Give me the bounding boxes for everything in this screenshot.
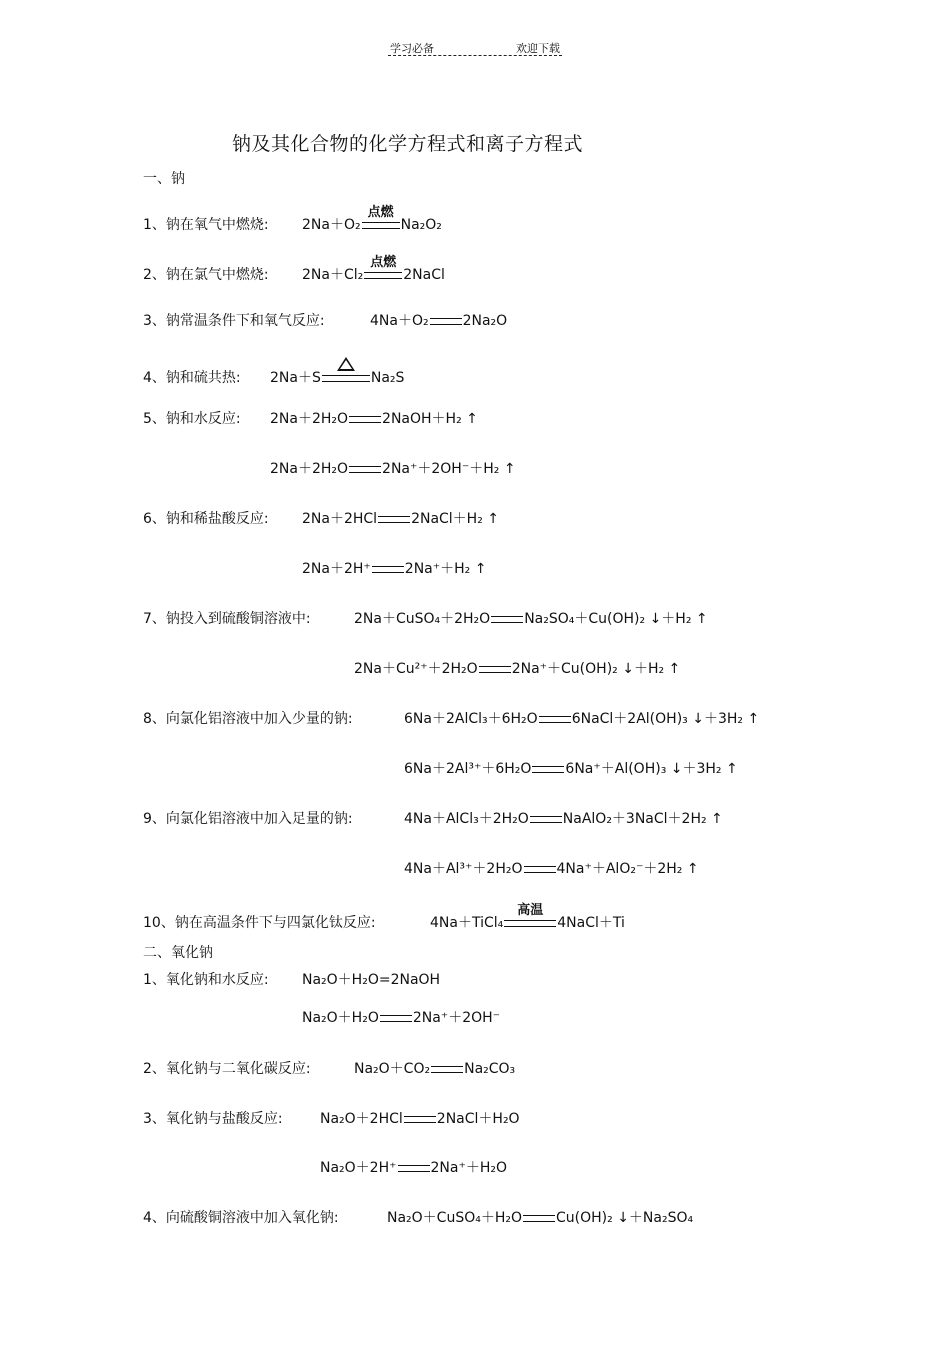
equation-row-4 bbox=[0, 365, 950, 391]
equation-row-2 bbox=[0, 254, 950, 288]
reaction-condition: 点燃 bbox=[370, 254, 397, 270]
equation bbox=[404, 706, 759, 732]
equation-text: Na₂O＋H₂O=2NaOH bbox=[302, 972, 441, 988]
equation-rhs: Cu(OH)₂ ↓＋Na₂SO₄ bbox=[556, 1210, 694, 1226]
equation-rhs: 2Na⁺＋H₂ ↑ bbox=[404, 561, 487, 577]
equation-rhs: 6Na⁺＋Al(OH)₃ ↓＋3H₂ ↑ bbox=[565, 761, 738, 777]
reaction-arrow bbox=[372, 566, 404, 573]
reaction-arrow bbox=[398, 1165, 430, 1172]
equation-rhs: 2NaCl bbox=[403, 267, 445, 283]
equation-lhs: 2Na＋Cu²⁺＋2H₂O bbox=[354, 661, 478, 677]
ionic-equation bbox=[270, 456, 516, 482]
reaction-arrow bbox=[322, 375, 370, 382]
ionic-equation bbox=[320, 1155, 507, 1181]
reaction-arrow bbox=[349, 466, 381, 473]
equation-lhs: 2Na＋2H₂O bbox=[270, 461, 349, 477]
section-label: 一、钠 bbox=[143, 171, 185, 187]
equation-row-6 bbox=[0, 506, 950, 532]
equation-lhs: 2Na＋2H₂O bbox=[270, 411, 349, 427]
equation-lhs: 6Na＋2AlCl₃＋6H₂O bbox=[404, 711, 538, 727]
equation-lhs: 2Na＋CuSO₄＋2H₂O bbox=[354, 611, 491, 627]
ionic-equation-row-8 bbox=[0, 756, 950, 782]
equation-label: 9、向氯化铝溶液中加入足量的钠: bbox=[143, 811, 353, 827]
ionic-equation-row-5 bbox=[0, 456, 950, 482]
equation-row-oxide-1 bbox=[0, 967, 950, 993]
equation-label: 2、氧化钠与二氧化碳反应: bbox=[143, 1061, 311, 1077]
equation bbox=[354, 606, 708, 632]
ionic-equation bbox=[404, 756, 738, 782]
equation-rhs: Na₂CO₃ bbox=[464, 1061, 516, 1077]
equation-row-9 bbox=[0, 806, 950, 832]
section-label: 二、氧化钠 bbox=[143, 945, 213, 961]
page-header bbox=[388, 40, 562, 58]
reaction-arrow bbox=[364, 254, 402, 279]
equation-row-oxide-4 bbox=[0, 1205, 950, 1231]
equation-row-7 bbox=[0, 606, 950, 632]
equation-lhs: 2Na＋Cl₂ bbox=[302, 267, 364, 283]
equation-rhs: 2Na⁺＋2OH⁻＋H₂ ↑ bbox=[382, 461, 516, 477]
reaction-arrow bbox=[349, 416, 381, 423]
reaction-arrow bbox=[404, 1116, 436, 1123]
equation-row-10 bbox=[0, 902, 950, 936]
equation-lhs: 2Na＋O₂ bbox=[302, 217, 361, 233]
reaction-arrow bbox=[362, 204, 400, 229]
reaction-arrow bbox=[378, 516, 410, 523]
reaction-arrow bbox=[380, 1015, 412, 1022]
equation-row-5 bbox=[0, 406, 950, 432]
reaction-arrow bbox=[524, 866, 556, 873]
equation-label: 3、氧化钠与盐酸反应: bbox=[143, 1111, 283, 1127]
ionic-equation bbox=[302, 556, 486, 582]
equation bbox=[430, 902, 625, 936]
reaction-arrow bbox=[430, 318, 462, 325]
reaction-condition: 点燃 bbox=[367, 204, 394, 220]
equation-label: 7、钠投入到硫酸铜溶液中: bbox=[143, 611, 311, 627]
ionic-equation-row-7 bbox=[0, 656, 950, 682]
equation bbox=[302, 967, 440, 993]
equation-lhs: 6Na＋2Al³⁺＋6H₂O bbox=[404, 761, 532, 777]
equation-label: 4、钠和硫共热: bbox=[143, 370, 241, 386]
equation-lhs: Na₂O＋2HCl bbox=[320, 1111, 403, 1127]
equation-lhs: 4Na＋O₂ bbox=[370, 313, 429, 329]
equation bbox=[320, 1106, 520, 1132]
equation-row-1 bbox=[0, 204, 950, 238]
equation-lhs: 2Na＋2HCl bbox=[302, 511, 378, 527]
reaction-arrow bbox=[504, 902, 556, 927]
equation-lhs: Na₂O＋H₂O bbox=[302, 1010, 379, 1026]
section-heading-sodium bbox=[0, 166, 950, 192]
equation-rhs: 2Na⁺＋2OH⁻ bbox=[412, 1010, 501, 1026]
ionic-equation bbox=[404, 856, 699, 882]
equation-lhs: Na₂O＋CO₂ bbox=[354, 1061, 431, 1077]
ionic-equation bbox=[302, 1005, 500, 1031]
equation-lhs: 2Na＋S bbox=[270, 370, 321, 386]
equation-rhs: 6NaCl＋2Al(OH)₃ ↓＋3H₂ ↑ bbox=[571, 711, 760, 727]
equation bbox=[404, 806, 723, 832]
ionic-equation-row-oxide-3 bbox=[0, 1155, 950, 1181]
heat-triangle-icon bbox=[337, 357, 355, 371]
equation-rhs: Na₂O₂ bbox=[400, 217, 442, 233]
ionic-equation-row-6 bbox=[0, 556, 950, 582]
equation-row-8 bbox=[0, 706, 950, 732]
ionic-equation-row-9 bbox=[0, 856, 950, 882]
equation-label: 4、向硫酸铜溶液中加入氧化钠: bbox=[143, 1210, 339, 1226]
header-divider bbox=[388, 55, 562, 56]
equation-label: 6、钠和稀盐酸反应: bbox=[143, 511, 269, 527]
equation bbox=[270, 406, 478, 432]
ionic-equation-row-oxide-1 bbox=[0, 1005, 950, 1031]
reaction-arrow bbox=[431, 1066, 463, 1073]
reaction-arrow bbox=[539, 716, 571, 723]
equation-rhs: NaAlO₂＋3NaCl＋2H₂ ↑ bbox=[562, 811, 723, 827]
equation-label: 5、钠和水反应: bbox=[143, 411, 241, 427]
equation-rhs: 2NaOH＋H₂ ↑ bbox=[382, 411, 478, 427]
equation-lhs: 4Na＋AlCl₃＋2H₂O bbox=[404, 811, 529, 827]
equation-row-oxide-2 bbox=[0, 1056, 950, 1082]
header-right: 欢迎下载 bbox=[516, 42, 560, 55]
reaction-arrow bbox=[523, 1215, 555, 1222]
equation bbox=[302, 506, 499, 532]
equation bbox=[302, 204, 442, 238]
reaction-condition: 高温 bbox=[517, 902, 544, 918]
equation-lhs: Na₂O＋CuSO₄＋H₂O bbox=[387, 1210, 523, 1226]
equation-rhs: 2Na⁺＋Cu(OH)₂ ↓＋H₂ ↑ bbox=[511, 661, 681, 677]
equation-label: 2、钠在氯气中燃烧: bbox=[143, 267, 269, 283]
equation-lhs: 2Na＋2H⁺ bbox=[302, 561, 371, 577]
header-left: 学习必备 bbox=[390, 42, 434, 55]
reaction-arrow bbox=[491, 616, 523, 623]
equation-rhs: 4NaCl＋Ti bbox=[557, 915, 625, 931]
section-heading-sodium-oxide bbox=[0, 940, 950, 966]
reaction-arrow bbox=[532, 766, 564, 773]
document-title: 钠及其化合物的化学方程式和离子方程式 bbox=[232, 133, 584, 155]
equation-rhs: Na₂SO₄＋Cu(OH)₂ ↓＋H₂ ↑ bbox=[524, 611, 708, 627]
reaction-arrow bbox=[530, 816, 562, 823]
equation-lhs: 4Na＋TiCl₄ bbox=[430, 915, 504, 931]
equation-lhs: Na₂O＋2H⁺ bbox=[320, 1160, 397, 1176]
equation-rhs: 2Na₂O bbox=[462, 313, 508, 329]
equation-rhs: 2Na⁺＋H₂O bbox=[430, 1160, 508, 1176]
equation bbox=[270, 365, 404, 391]
equation-label: 8、向氯化铝溶液中加入少量的钠: bbox=[143, 711, 353, 727]
equation bbox=[370, 308, 507, 334]
equation-rhs: 2NaCl＋H₂O bbox=[436, 1111, 520, 1127]
equation bbox=[302, 254, 445, 288]
equation bbox=[354, 1056, 515, 1082]
equation-label: 3、钠常温条件下和氧气反应: bbox=[143, 313, 325, 329]
ionic-equation bbox=[354, 656, 680, 682]
equation-label: 1、氧化钠和水反应: bbox=[143, 972, 269, 988]
equation-row-oxide-3 bbox=[0, 1106, 950, 1132]
equation-lhs: 4Na＋Al³⁺＋2H₂O bbox=[404, 861, 523, 877]
equation-label: 10、钠在高温条件下与四氯化钛反应: bbox=[143, 915, 376, 931]
equation-rhs: Na₂S bbox=[370, 370, 405, 386]
reaction-arrow bbox=[479, 666, 511, 673]
equation-rhs: 4Na⁺＋AlO₂⁻＋2H₂ ↑ bbox=[556, 861, 699, 877]
equation-rhs: 2NaCl＋H₂ ↑ bbox=[411, 511, 500, 527]
equation-row-3 bbox=[0, 308, 950, 334]
equation bbox=[387, 1205, 693, 1231]
equation-label: 1、钠在氧气中燃烧: bbox=[143, 217, 269, 233]
